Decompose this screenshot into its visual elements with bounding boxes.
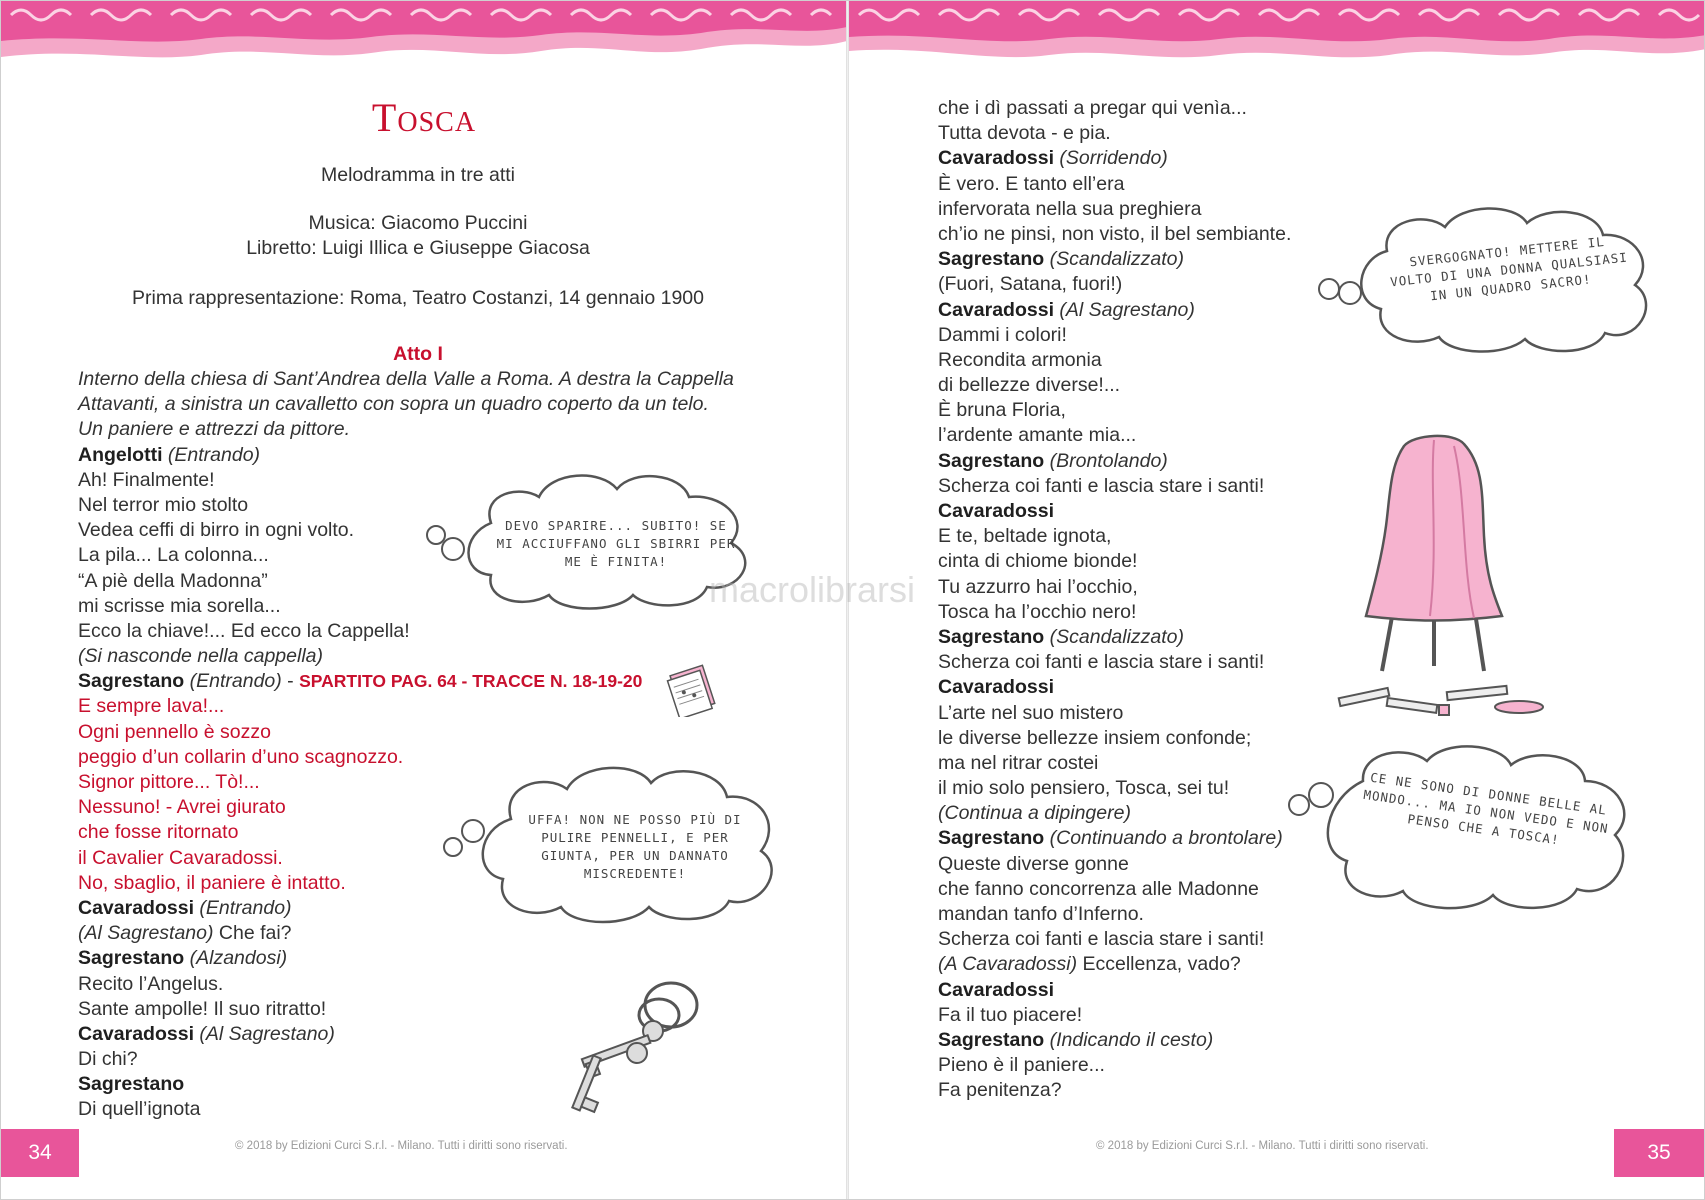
libretto-line: il Cavalier Cavaradossi. bbox=[78, 846, 283, 869]
speaker-name: Cavaradossi bbox=[78, 896, 194, 919]
libretto-credit: Libretto: Luigi Illica e Giuseppe Giacosa bbox=[246, 237, 590, 259]
stage-direction: (Brontolando) bbox=[1049, 449, 1168, 472]
libretto-line: cinta di chiome bionde! bbox=[938, 550, 1138, 573]
speaker-name: Sagrestano bbox=[938, 449, 1045, 472]
stage-direction: Un paniere e attrezzi da pittore. bbox=[78, 418, 351, 441]
libretto-line: È bruna Floria, bbox=[938, 399, 1066, 422]
libretto-line: peggio d’un collarin d’uno scagnozzo. bbox=[78, 745, 404, 768]
libretto-line: le diverse bellezze insiem confonde; bbox=[938, 726, 1252, 749]
libretto-line: (Fuori, Satana, fuori!) bbox=[938, 273, 1123, 296]
thought-cloud-text: SVERGOGNATO! METTERE IL VOLTO DI UNA DONNA QUALSIASI IN UN QUADRO SACRO! bbox=[1389, 233, 1629, 304]
libretto-line: È vero. E tanto ell’era bbox=[938, 172, 1125, 195]
speaker-line bbox=[938, 499, 1358, 524]
music-credit: Musica: Giacomo Puccini bbox=[308, 212, 528, 234]
stage-direction: (Indicando il cesto) bbox=[1049, 1028, 1214, 1051]
premiere-info: Prima rappresentazione: Roma, Teatro Costanzi, 14 gennaio 1900 bbox=[132, 287, 704, 309]
libretto-line: ma nel ritrar costei bbox=[938, 751, 1099, 774]
speaker-name: Cavaradossi bbox=[938, 978, 1054, 1001]
page-number: 34 bbox=[1, 1129, 79, 1177]
page-number: 35 bbox=[1614, 1129, 1704, 1177]
libretto-line: Dammi i colori! bbox=[938, 323, 1067, 346]
stage-direction: (Continua a dipingere) bbox=[938, 802, 1131, 825]
libretto-line: Di chi? bbox=[78, 1048, 138, 1071]
title-rest: OSCA bbox=[397, 107, 477, 138]
speaker-name: Sagrestano bbox=[938, 248, 1045, 271]
libretto-line: che fanno concorrenza alle Madonne bbox=[938, 877, 1259, 900]
libretto-line: ch’io ne pinsi, non visto, il bel sembiante. bbox=[938, 222, 1292, 245]
stage-direction: (Al Sagrestano) bbox=[199, 1022, 335, 1045]
speaker-line bbox=[938, 146, 1358, 171]
libretto-line: Pieno è il paniere... bbox=[938, 1054, 1105, 1077]
stage-direction: Attavanti, a sinistra un cavalletto con sopra un quadro coperto da un telo. bbox=[78, 393, 709, 416]
libretto-line: Scherza coi fanti e lascia stare i santi! bbox=[938, 474, 1265, 497]
libretto-line: Ah! Finalmente! bbox=[78, 468, 215, 491]
speaker-line: Sagrestano (Entrando) - SPARTITO PAG. 64 - TRACCE N. 18-19-20 bbox=[78, 670, 643, 693]
libretto-line: (A Cavaradossi) Eccellenza, vado? bbox=[938, 953, 1241, 976]
stage-direction: (Entrando) bbox=[199, 896, 292, 919]
libretto-line: Vedea ceffi di birro in ogni volto. bbox=[78, 519, 355, 542]
speaker-name: Sagrestano bbox=[938, 827, 1045, 850]
speaker-name: Cavaradossi bbox=[78, 1022, 194, 1045]
paint-brushes-illustration bbox=[1329, 673, 1549, 733]
libretto-line: Fa penitenza? bbox=[938, 1079, 1062, 1102]
libretto-line: Signor pittore... Tò!... bbox=[78, 771, 260, 793]
libretto-line: No, sbaglio, il paniere è intatto. bbox=[78, 871, 346, 894]
sheet-music-icon bbox=[665, 659, 723, 717]
libretto-line: il mio solo pensiero, Tosca, sei tu! bbox=[938, 777, 1230, 800]
libretto-line: “A piè della Madonna” bbox=[78, 569, 268, 592]
keys-illustration bbox=[561, 969, 731, 1119]
stage-direction: (Al Sagrestano) bbox=[1059, 298, 1195, 321]
speaker-name: Cavaradossi bbox=[938, 298, 1054, 321]
speaker-name: Sagrestano bbox=[78, 1073, 185, 1096]
stage-direction: (Si nasconde nella cappella) bbox=[78, 645, 323, 668]
speaker-name: Sagrestano bbox=[78, 947, 185, 970]
thought-cloud-sagrestano bbox=[437, 759, 797, 929]
libretto-line: Tutta devota - e pia. bbox=[938, 122, 1111, 145]
libretto-line: infervorata nella sua preghiera bbox=[938, 197, 1202, 220]
stage-direction: (Scandalizzato) bbox=[1049, 625, 1185, 648]
copyright-footer: © 2018 by Edizioni Curci S.r.l. - Milano. Tutti i diritti sono riservati. bbox=[235, 1140, 568, 1152]
libretto-line: E te, beltade ignota, bbox=[938, 525, 1112, 548]
speaker-name: Angelotti bbox=[78, 443, 163, 466]
speaker-name: Sagrestano bbox=[938, 625, 1045, 648]
stage-direction: (Continuando a brontolare) bbox=[1049, 827, 1283, 850]
speaker-line bbox=[938, 449, 1358, 474]
libretto-line: Recondita armonia bbox=[938, 348, 1102, 371]
stage-direction: (Entrando) bbox=[189, 670, 282, 693]
score-reference: SPARTITO PAG. 64 - TRACCE N. 18-19-20 bbox=[299, 671, 643, 692]
title-initial: T bbox=[371, 95, 398, 140]
libretto-line: Tu azzurro hai l’occhio, bbox=[938, 575, 1138, 598]
libretto-line: Ecco la chiave!... Ed ecco la Cappella! bbox=[78, 619, 410, 642]
stage-direction: (Sorridendo) bbox=[1059, 147, 1168, 170]
libretto-line: L’arte nel suo mistero bbox=[938, 701, 1124, 724]
speaker-name: Cavaradossi bbox=[938, 676, 1054, 699]
libretto-line: Scherza coi fanti e lascia stare i santi! bbox=[938, 928, 1265, 951]
act-heading: Atto I bbox=[393, 343, 443, 365]
libretto-line: E sempre lava!... bbox=[78, 695, 225, 718]
libretto-line: Fa il tuo piacere! bbox=[938, 1003, 1083, 1026]
libretto-line: mandan tanfo d’Inferno. bbox=[938, 903, 1144, 925]
stage-direction: (Entrando) bbox=[167, 443, 261, 466]
stage-direction: (Scandalizzato) bbox=[1049, 248, 1185, 271]
watermark: macrolibrarsi bbox=[709, 569, 916, 610]
libretto-line: che fosse ritornato bbox=[78, 821, 239, 844]
decorative-banner bbox=[849, 1, 1705, 65]
right-page bbox=[849, 1, 1705, 1200]
decorative-banner bbox=[1, 1, 847, 65]
libretto-line: Nel terror mio stolto bbox=[78, 493, 249, 516]
speaker-line bbox=[938, 298, 1358, 323]
speaker-line bbox=[938, 978, 1358, 1003]
speaker-name: Cavaradossi bbox=[938, 147, 1054, 170]
thought-cloud-text: UFFA! NON NE POSSO PIÙ DI PULIRE PENNELLI, E PER GIUNTA, PER UN DANNATO MISCREDENTE! bbox=[528, 812, 742, 881]
thought-cloud-text: DEVO SPARIRE... SUBITO! SE MI ACCIUFFANO GLI SBIRRI PER ME È FINITA! bbox=[496, 518, 736, 569]
libretto-line: Recito l’Angelus. bbox=[78, 972, 224, 995]
speaker-line bbox=[938, 675, 1358, 700]
copyright-footer: © 2018 by Edizioni Curci S.r.l. - Milano. Tutti i diritti sono riservati. bbox=[1096, 1140, 1429, 1152]
speaker-name: Sagrestano bbox=[938, 1028, 1045, 1051]
stage-direction: (A Cavaradossi) bbox=[938, 953, 1078, 976]
libretto-line: Nessuno! - Avrei giurato bbox=[78, 796, 286, 819]
libretto-line: Scherza coi fanti e lascia stare i santi! bbox=[938, 651, 1265, 674]
libretto-line: Queste diverse gonne bbox=[938, 852, 1129, 875]
covered-easel-illustration bbox=[1334, 426, 1534, 686]
libretto-line: l’ardente amante mia... bbox=[938, 424, 1137, 447]
thought-cloud-cavaradossi bbox=[1281, 741, 1641, 921]
libretto-line: di bellezze diverse!... bbox=[938, 374, 1121, 397]
thought-cloud-text: CE NE SONO DI DONNE BELLE AL MONDO... MA IO NON VEDO E NON PENSO CHE A TOSCA! bbox=[1362, 769, 1610, 848]
stage-direction: (Al Sagrestano) bbox=[78, 922, 214, 945]
speaker-line bbox=[938, 625, 1358, 650]
page-title bbox=[1, 94, 847, 141]
stage-direction: Interno della chiesa di Sant’Andrea della Valle a Roma. A destra la Cappella bbox=[78, 368, 734, 390]
libretto-line: mi scrisse mia sorella... bbox=[78, 594, 281, 617]
libretto-line: Tosca ha l’occhio nero! bbox=[938, 600, 1137, 623]
libretto-line: (Al Sagrestano) Che fai? bbox=[78, 922, 292, 945]
libretto-line: che i dì passati a pregar qui venìa... bbox=[938, 97, 1247, 119]
speaker-name: Cavaradossi bbox=[938, 500, 1054, 522]
thought-cloud-sagrestano-right bbox=[1315, 197, 1665, 357]
right-libretto-text bbox=[938, 96, 1358, 1104]
speaker-line bbox=[938, 1028, 1358, 1053]
speaker-line bbox=[938, 247, 1358, 272]
subtitle: Melodramma in tre atti bbox=[321, 164, 515, 186]
libretto-line: Sante ampolle! Il suo ritratto! bbox=[78, 997, 327, 1020]
stage-direction: (Alzandosi) bbox=[189, 947, 288, 970]
libretto-line: La pila... La colonna... bbox=[78, 544, 269, 567]
speaker-line bbox=[78, 946, 778, 971]
libretto-line: Di quell’ignota bbox=[78, 1098, 201, 1121]
libretto-line: Ogni pennello è sozzo bbox=[78, 720, 271, 743]
speaker-name: Sagrestano bbox=[78, 670, 185, 693]
